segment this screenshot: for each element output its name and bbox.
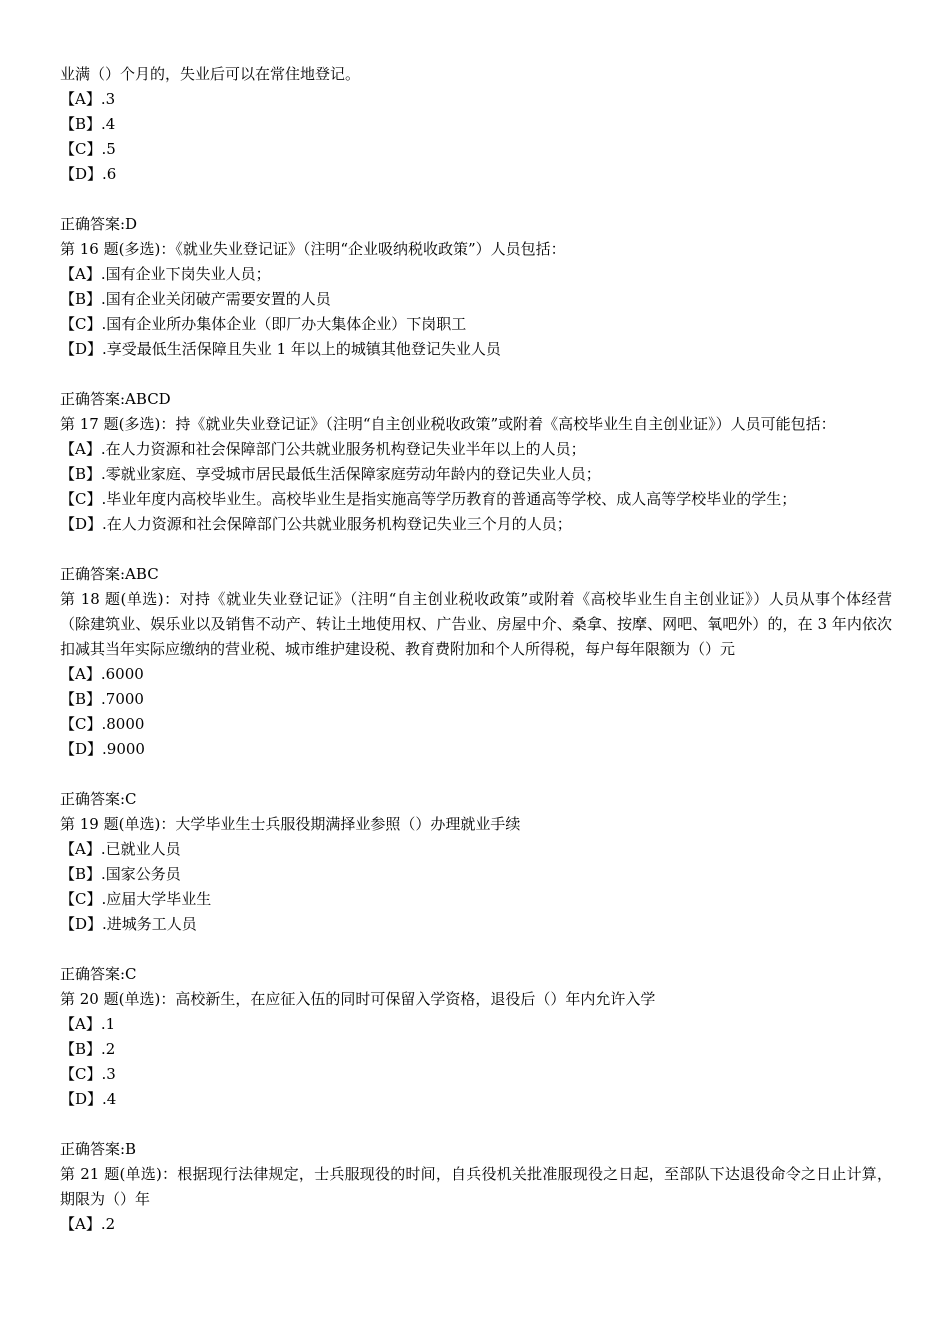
answer-line: 正确答案:B [60,1140,137,1158]
question-text: 第 19 题(单选)：大学毕业生士兵服役期满择业参照（）办理就业手续 [60,815,521,833]
spacer [60,362,892,387]
option-c: 【C】.5 [60,140,116,158]
option-d: 【D】.6 [60,165,117,183]
option-c: 【C】.毕业年度内高校毕业生。高校毕业生是指实施高等学历教育的普通高等学校、成人高等学校毕业的学生； [60,490,797,508]
option-d: 【D】.进城务工人员 [60,915,197,933]
question-text: 第 20 题(单选)：高校新生，在应征入伍的同时可保留入学资格，退役后（）年内允许入学 [60,990,656,1008]
option-a: 【A】.国有企业下岗失业人员； [60,265,271,283]
answer-line: 正确答案:D [60,215,138,233]
option-a: 【A】.1 [60,1015,116,1033]
option-d: 【D】.4 [60,1090,117,1108]
answer-line: 正确答案:C [60,790,137,808]
option-b: 【B】.国有企业关闭破产需要安置的人员 [60,290,331,308]
spacer [60,537,892,562]
option-a: 【A】.6000 [60,665,144,683]
question-text: 第 16 题(多选)：《就业失业登记证》（注明“企业吸纳税收政策”）人员包括： [60,240,566,258]
question-text: 第 18 题(单选)：对持《就业失业登记证》（注明“自主创业税收政策”或附着《高校毕业生自主创业证》）人员从事个体经营（除建筑业、娱乐业以及销售不动产、转让土地使用权、广告业、房屋中介、桑拿、按摩、网吧、氧吧外）的，在 3 年内依次扣减其当年实际应缴纳的营业税、城市维护建设税、教育费附加和个人所得税，每户每年限额为（）元 [60,590,892,658]
option-b: 【B】.国家公务员 [60,865,181,883]
option-c: 【C】.3 [60,1065,116,1083]
answer-line: 正确答案:ABCD [60,390,171,408]
option-b: 【B】.2 [60,1040,116,1058]
option-a: 【A】.已就业人员 [60,840,181,858]
question-text: 业满（）个月的，失业后可以在常住地登记。 [60,65,361,83]
spacer [60,187,892,212]
answer-line: 正确答案:C [60,965,137,983]
option-d: 【D】.享受最低生活保障且失业 1 年以上的城镇其他登记失业人员 [60,340,501,358]
option-b: 【B】.7000 [60,690,144,708]
option-b: 【B】.4 [60,115,116,133]
option-a: 【A】.2 [60,1215,116,1233]
spacer [60,937,892,962]
option-d: 【D】.9000 [60,740,145,758]
option-a: 【A】.3 [60,90,116,108]
option-c: 【C】.8000 [60,715,145,733]
question-text: 第 17 题(多选)：持《就业失业登记证》（注明“自主创业税收政策”或附着《高校毕业生自主创业证》）人员可能包括： [60,415,836,433]
answer-line: 正确答案:ABC [60,565,159,583]
spacer [60,1112,892,1137]
option-d: 【D】.在人力资源和社会保障部门公共就业服务机构登记失业三个月的人员； [60,515,572,533]
option-b: 【B】.零就业家庭、享受城市居民最低生活保障家庭劳动年龄内的登记失业人员； [60,465,601,483]
option-c: 【C】.国有企业所办集体企业（即厂办大集体企业）下岗职工 [60,315,467,333]
option-a: 【A】.在人力资源和社会保障部门公共就业服务机构登记失业半年以上的人员； [60,440,586,458]
spacer [60,762,892,787]
question-text: 第 21 题(单选)：根据现行法律规定，士兵服现役的时间，自兵役机关批准服现役之日起，至部队下达退役命令之日止计算，期限为（）年 [60,1165,892,1208]
document-content [60,62,892,1237]
option-c: 【C】.应届大学毕业生 [60,890,212,908]
